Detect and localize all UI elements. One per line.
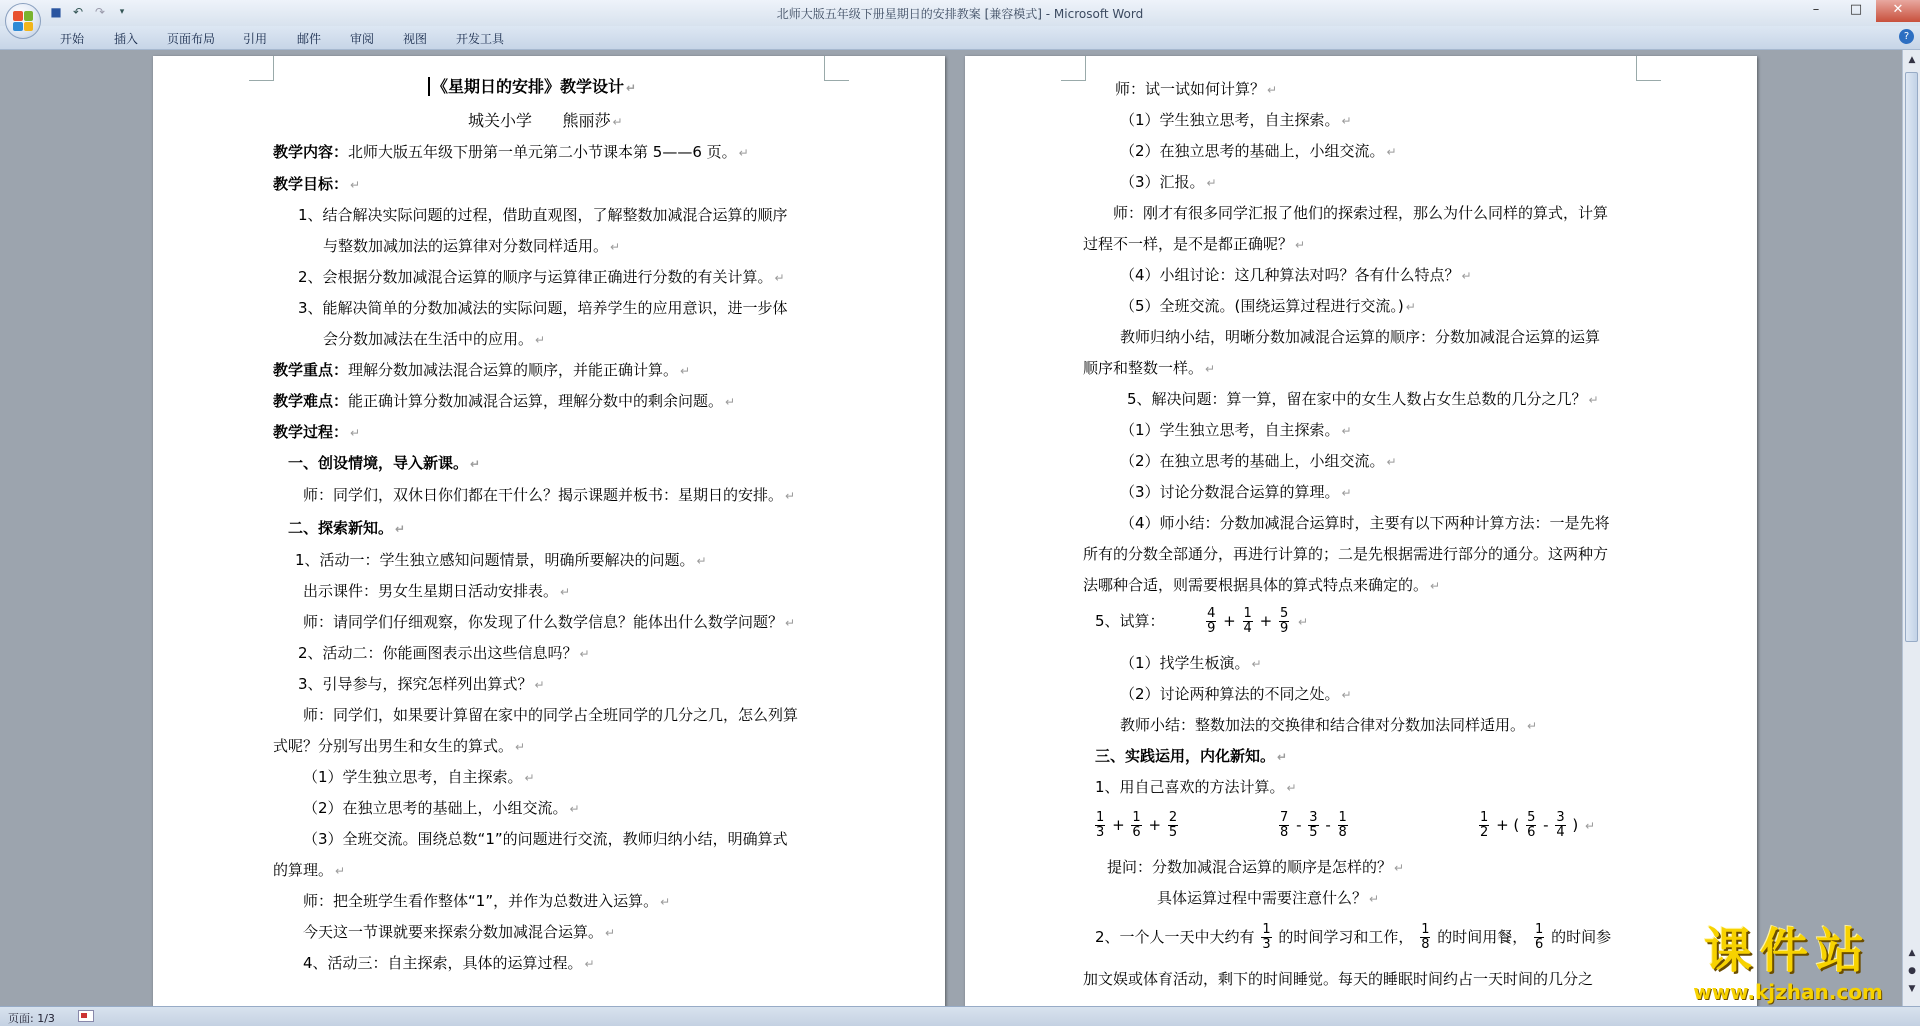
fraction: $\frac{1}{6}$ [1132, 810, 1141, 840]
scroll-up-icon[interactable]: ▲ [1908, 55, 1916, 65]
fraction: $\frac{1}{6}$ [1535, 922, 1544, 952]
paragraph: 5、解决问题：算一算，留在家中的女生人数占女生总数的几分之几？ ↵ [1127, 390, 1599, 408]
paragraph: （2）在独立思考的基础上，小组交流。 ↵ [1120, 452, 1397, 470]
paragraph: 的算理。 ↵ [273, 861, 346, 879]
office-button[interactable] [5, 3, 41, 39]
doc-title: 《星期日的安排》教学设计 ↵ [428, 74, 636, 97]
tab-insert[interactable]: 插入 [114, 32, 139, 46]
paragraph: （5）全班交流。(围绕运算过程进行交流。) ↵ [1120, 297, 1416, 315]
paragraph: （1）学生独立思考，自主探索。 ↵ [303, 768, 535, 786]
expression-2: $\frac{7}{8}$ - $\frac{3}{5}$ - $\frac{1}{8}$ [1280, 810, 1347, 840]
scrollbar-thumb[interactable] [1905, 72, 1918, 642]
paragraph: （1）学生独立思考，自主探索。 ↵ [1120, 111, 1352, 129]
select-browse-object-icon[interactable]: ● [1908, 966, 1916, 976]
paragraph: （2）讨论两种算法的不同之处。 ↵ [1120, 685, 1352, 703]
paragraph: （4）小组讨论：这几种算法对吗？各有什么特点？ ↵ [1120, 266, 1472, 284]
window-controls [1796, 0, 1920, 22]
page-indicator[interactable]: 页面: 1/3 [8, 1012, 55, 1025]
paragraph: 2、活动二：你能画图表示出这些信息吗？ ↵ [298, 644, 590, 662]
tab-developer[interactable]: 开发工具 [456, 32, 505, 46]
corner-mark [1636, 56, 1661, 81]
tab-references[interactable]: 引用 [243, 32, 268, 46]
paragraph: 2、会根据分数加减混合运算的顺序与运算律正确进行分数的有关计算。 ↵ [298, 268, 785, 286]
tab-home[interactable]: 开始 [60, 32, 85, 46]
paragraph: 1、活动一：学生独立感知问题情景，明确所要解决的问题。 ↵ [295, 551, 707, 569]
paragraph: 式呢？分别写出男生和女生的算式。 ↵ [273, 737, 526, 755]
watermark-logo: 课件站 www.kjzhan.com [1693, 923, 1883, 1004]
fraction: $\frac{3}{4}$ [1556, 810, 1565, 840]
paragraph: 教学内容：北师大版五年级下册第一单元第二小节课本第 5——6 页。 ↵ [273, 143, 749, 161]
title-bar [0, 0, 1920, 26]
paragraph: 教师小结：整数加法的交换律和结合律对分数加法同样适用。 ↵ [1120, 716, 1538, 734]
trial-calculation: 5、试算： $\frac{4}{9}$ + $\frac{1}{4}$ + $\frac{5}{9}$ ↵ [1095, 606, 1309, 636]
document-area [0, 50, 1902, 1006]
next-page-icon[interactable]: ▼ [1908, 984, 1916, 994]
close-button[interactable]: ✕ [1876, 0, 1920, 22]
corner-mark [249, 56, 274, 81]
paragraph: 教学过程： ↵ [273, 423, 361, 441]
paragraph: 与整数加减加法的运算律对分数同样适用。 ↵ [323, 237, 621, 255]
paragraph: （2）在独立思考的基础上，小组交流。 ↵ [1120, 142, 1397, 160]
paragraph: 师：试一试如何计算？ ↵ [1115, 80, 1278, 98]
fraction: $\frac{7}{8}$ [1280, 810, 1289, 840]
save-icon[interactable]: ■ [50, 5, 62, 19]
paragraph: 师：同学们，双休日你们都在干什么？揭示课题并板书：星期日的安排。 ↵ [303, 486, 796, 504]
paragraph: 3、能解决简单的分数加减法的实际问题，培养学生的应用意识，进一步体 [298, 299, 788, 317]
section-heading: 一、创设情境，导入新课。 ↵ [288, 454, 481, 472]
paragraph: （4）师小结：分数加减混合运算时，主要有以下两种计算方法：一是先将 [1120, 514, 1610, 532]
paragraph: 1、用自己喜欢的方法计算。 ↵ [1095, 778, 1297, 796]
paragraph: 师：把全班学生看作整体“1”，并作为总数进入运算。 ↵ [303, 892, 671, 910]
paragraph: 所有的分数全部通分，再进行计算的；二是先根据需进行部分的通分。这两种方 [1083, 545, 1609, 563]
expression-1: $\frac{1}{3}$ + $\frac{1}{6}$ + $\frac{2}{5}$ [1096, 810, 1178, 840]
paragraph: （1）学生独立思考，自主探索。 ↵ [1120, 421, 1352, 439]
paragraph: 提问：分数加减混合运算的顺序是怎样的？ ↵ [1107, 858, 1405, 876]
section-heading: 三、实践运用，内化新知。 ↵ [1095, 747, 1288, 765]
prev-page-icon[interactable]: ▲ [1908, 948, 1916, 958]
fraction: $\frac{1}{3}$ [1096, 810, 1105, 840]
fraction: $\frac{1}{8}$ [1338, 810, 1347, 840]
paragraph: 师：请同学们仔细观察，你发现了什么数学信息？能体出什么数学问题？ ↵ [303, 613, 796, 631]
paragraph: 出示课件：男女生星期日活动安排表。 ↵ [303, 582, 571, 600]
document-page-1[interactable] [153, 56, 945, 1006]
paragraph: 过程不一样，是不是都正确呢？ ↵ [1083, 235, 1306, 253]
paragraph: 法哪种合适，则需要根据具体的算式特点来确定的。 ↵ [1083, 576, 1441, 594]
corner-mark [1061, 56, 1086, 81]
tab-mailings[interactable]: 邮件 [297, 32, 322, 46]
corner-mark [824, 56, 849, 81]
undo-icon[interactable]: ↶ [72, 5, 84, 19]
tab-page-layout[interactable]: 页面布局 [167, 32, 216, 46]
redo-icon[interactable]: ↷ [94, 5, 106, 19]
paragraph: 教学难点：能正确计算分数加减混合运算，理解分数中的剩余问题。 ↵ [273, 392, 736, 410]
paragraph: 具体运算过程中需要注意什么？ ↵ [1157, 889, 1380, 907]
fraction: $\frac{2}{5}$ [1168, 810, 1178, 840]
paragraph: 加文娱或体育活动，剩下的时间睡觉。每天的睡眠时间约占一天时间的几分之 [1083, 970, 1594, 988]
customize-qat-icon[interactable]: ▾ [119, 7, 125, 17]
fraction: $\frac{5}{9}$ [1279, 606, 1289, 636]
paragraph: （1）找学生板演。 ↵ [1120, 654, 1262, 672]
fraction: $\frac{4}{9}$ [1207, 606, 1216, 636]
doc-subtitle: 城关小学 熊丽莎 ↵ [468, 111, 623, 130]
paragraph: 教师归纳小结，明晰分数加减混合运算的顺序：分数加减混合运算的运算 [1120, 328, 1601, 346]
tab-view[interactable]: 视图 [403, 32, 428, 46]
vertical-scrollbar[interactable] [1902, 50, 1920, 1006]
fraction: $\frac{1}{4}$ [1243, 606, 1252, 636]
paragraph: 教学目标： ↵ [273, 175, 361, 193]
document-page-2[interactable] [965, 56, 1757, 1006]
paragraph: （3）讨论分数混合运算的算理。 ↵ [1120, 483, 1352, 501]
paragraph: 顺序和整数一样。 ↵ [1083, 359, 1216, 377]
paragraph: 1、结合解决实际问题的过程，借助直观图，了解整数加减混合运算的顺序 [298, 206, 788, 224]
fraction: $\frac{5}{6}$ [1527, 810, 1536, 840]
fraction: $\frac{3}{5}$ [1309, 810, 1318, 840]
paragraph: 3、引导参与，探究怎样列出算式？ ↵ [298, 675, 545, 693]
office-logo-icon [13, 11, 33, 31]
paragraph: 师：刚才有很多同学汇报了他们的探索过程，那么为什么同样的算式，计算 [1113, 204, 1609, 222]
paragraph: （3）汇报。 ↵ [1120, 173, 1217, 191]
window-title: 北师大版五年级下册星期日的安排教案 [兼容模式] - Microsoft Word [776, 7, 1144, 21]
help-icon[interactable]: ? [1899, 29, 1914, 44]
fraction: $\frac{1}{3}$ [1262, 922, 1271, 952]
tab-review[interactable]: 审阅 [350, 32, 375, 46]
fraction: $\frac{1}{8}$ [1421, 922, 1430, 952]
paragraph: 教学重点：理解分数加减法混合运算的顺序，并能正确计算。 ↵ [273, 361, 691, 379]
paragraph: 4、活动三：自主探索，具体的运算过程。 ↵ [303, 954, 595, 972]
fraction: $\frac{1}{2}$ [1480, 810, 1489, 840]
paragraph: 今天这一节课就要来探索分数加减混合运算。 ↵ [303, 923, 616, 941]
word-problem: 2、一个人一天中大约有 $\frac{1}{3}$ 的时间学习和工作， $\frac{1}{8}$ 的时间用餐， $\frac{1}{6}$ 的时间参 [1095, 922, 1612, 952]
section-heading: 二、探索新知。 ↵ [288, 519, 406, 537]
paragraph: 会分数加减法在生活中的应用。 ↵ [323, 330, 546, 348]
expression-3: $\frac{1}{2}$ + ( $\frac{5}{6}$ - $\frac{3}{4}$ ) ↵ [1480, 810, 1596, 840]
paragraph: 师：同学们，如果要计算留在家中的同学占全班同学的几分之几，怎么列算 [303, 706, 799, 724]
paragraph: （3）全班交流。围绕总数“1”的问题进行交流，教师归纳小结，明确算式 [303, 830, 788, 848]
maximize-button[interactable]: □ [1849, 2, 1863, 17]
ribbon-tabs [0, 26, 1920, 50]
proofing-icon[interactable] [78, 1010, 94, 1022]
status-bar [0, 1006, 1920, 1026]
minimize-button[interactable]: – [1812, 2, 1820, 17]
paragraph: （2）在独立思考的基础上，小组交流。 ↵ [303, 799, 580, 817]
